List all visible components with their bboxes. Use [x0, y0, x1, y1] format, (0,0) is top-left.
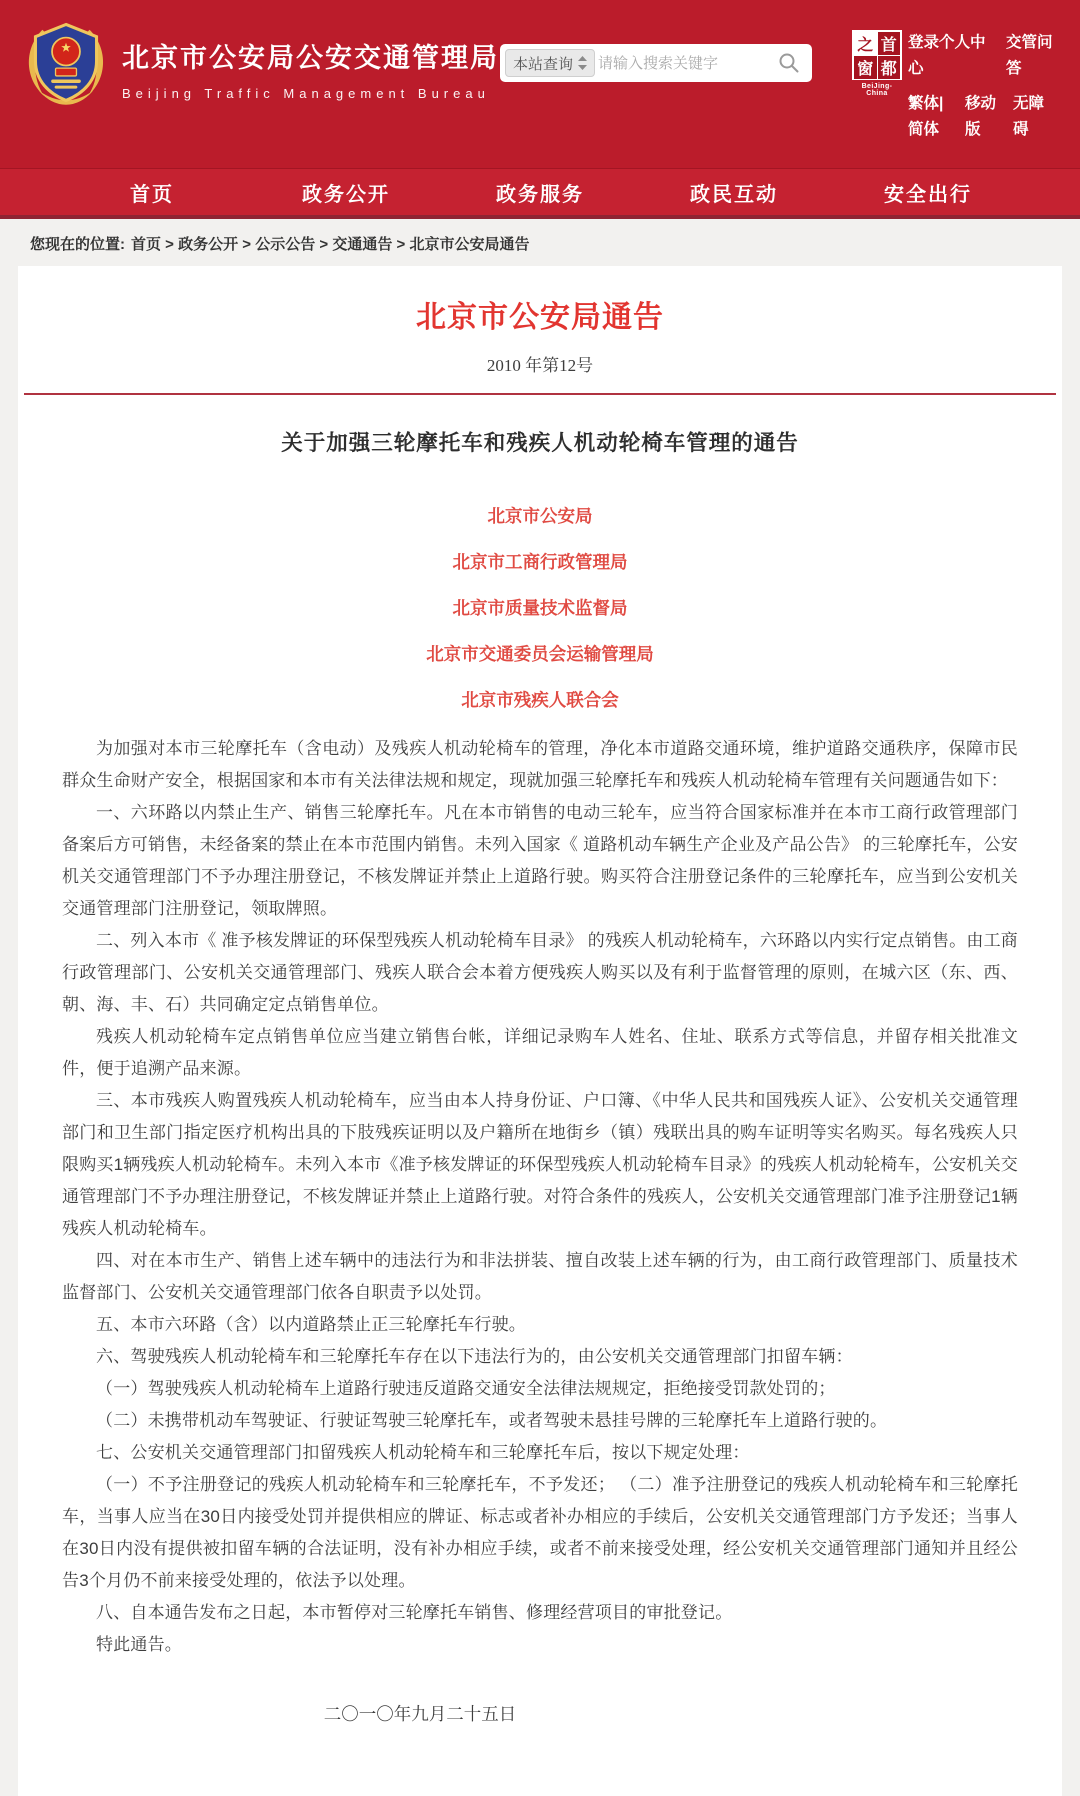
issuer-list [62, 503, 1018, 712]
notice-document [18, 266, 1062, 1796]
site-title: 北京市公安局公安交通管理局 [122, 43, 499, 73]
breadcrumb-item[interactable]: 首页 [131, 236, 162, 253]
capital-window-seal-icon [852, 30, 902, 80]
issuer-line: 北京市质量技术监督局 [452, 598, 628, 618]
title-divider [24, 393, 1056, 395]
search-input[interactable] [598, 55, 778, 72]
document-title: 关于加强三轮摩托车和残疾人机动轮椅车管理的通告 [281, 431, 799, 455]
notice-paragraph: 三、本市残疾人购置残疾人机动轮椅车，应当由本人持身份证、户口簿、《中华人民共和国残疾人证》、公安机关交通管理部门和卫生部门指定医疗机构出具的下肢残疾证明以及户籍所在地街乡（镇）残联出具的购车证明等实名购买。每名残疾人只限购买1辆残疾人机动轮椅车。未列入本市《准予核发牌证的环保型残疾人机动轮椅车目录》的残疾人机动轮椅车，公安机关交通管理部门不予办理注册登记，不核发牌证并禁止上道路行驶。对符合条件的残疾人，公安机关交通管理部门准予注册登记1辆残疾人机动轮椅车。 [62, 1091, 1018, 1238]
nav-item[interactable]: 政务公开 [302, 183, 390, 206]
breadcrumb [0, 219, 1080, 266]
issuer-line: 北京市公安局 [487, 506, 593, 526]
notice-paragraph: 残疾人机动轮椅车定点销售单位应当建立销售台帐，详细记录购车人姓名、住址、联系方式等信息，并留存相关批准文件，便于追溯产品来源。 [62, 1027, 1018, 1078]
issuer-line: 北京市交通委员会运输管理局 [426, 644, 654, 664]
select-spinner-icon [578, 56, 587, 70]
cw-char: 首 [878, 32, 901, 55]
notice-paragraph: （一）不予注册登记的残疾人机动轮椅车和三轮摩托车，不予发还； （二）准予注册登记的残疾人机动轮椅车和三轮摩托车，当事人应当在30日内接受处罚并提供相应的牌证、标志或者补办相应的手续后，公安机关交通管理部门方予发还；当事人在30日内没有提供被扣留车辆的合法证明，没有补办相应手续，或者不前来接受处理，经公安机关交通管理部门通知并且经公告3个月仍不前来接受处理的，依法予以处理。 [62, 1475, 1018, 1590]
site-search [500, 44, 812, 82]
breadcrumb-item[interactable]: > 政务公开 [161, 236, 238, 253]
notice-body [62, 733, 1018, 1661]
nav-item[interactable]: 政务服务 [496, 183, 584, 206]
link-traditional-simplified[interactable]: 繁体|简体 [908, 95, 944, 138]
breadcrumb-path [131, 236, 530, 253]
notice-paragraph: 特此通告。 [96, 1635, 182, 1654]
cw-char: 都 [878, 56, 901, 79]
notice-date: 二〇一〇年九月二十五日 [323, 1704, 517, 1724]
notice-paragraph: 六、驾驶残疾人机动轮椅车和三轮摩托车存在以下违法行为的，由公安机关交通管理部门扣留车辆： [96, 1347, 853, 1366]
search-icon[interactable] [778, 52, 800, 74]
breadcrumb-item[interactable]: > 交通通告 [315, 236, 392, 253]
main-nav [0, 168, 1080, 219]
breadcrumb-item[interactable]: > 北京市公安局通告 [392, 236, 529, 253]
nav-item[interactable]: 政民互动 [690, 183, 778, 206]
site-header [0, 0, 1080, 168]
notice-title: 北京市公安局通告 [416, 301, 664, 334]
cw-char: 之 [854, 32, 877, 55]
header-links [908, 30, 1076, 143]
notice-paragraph: 五、本市六环路（含）以内道路禁止正三轮摩托车行驶。 [96, 1315, 526, 1334]
site-subtitle: Beijing Traffic Management Bureau [122, 86, 490, 101]
nav-item[interactable]: 首页 [130, 183, 174, 206]
notice-paragraph: 一、六环路以内禁止生产、销售三轮摩托车。凡在本市销售的电动三轮车，应当符合国家标准并在本市工商行政管理部门备案后方可销售，未经备案的禁止在本市范围内销售。未列入国家《 道路机动车辆生产企业及产品公告》 的三轮摩托车，公安机关交通管理部门不予办理注册登记，不核发牌证并禁止上道路行驶。购买符合注册登记条件的三轮摩托车，应当到公安机关交通管理部门注册登记，领取牌照。 [62, 803, 1018, 918]
site-identity [122, 36, 499, 101]
notice-issue-number: 2010 年第12号 [486, 356, 594, 375]
issuer-line: 北京市残疾人联合会 [461, 690, 619, 710]
notice-paragraph: 四、对在本市生产、销售上述车辆中的违法行为和非法拼装、擅自改装上述车辆的行为，由工商行政管理部门、质量技术监督部门、公安机关交通管理部门依各自职责予以处罚。 [62, 1251, 1018, 1302]
nav-item[interactable]: 安全出行 [884, 183, 972, 206]
notice-paragraph: 七、公安机关交通管理部门扣留残疾人机动轮椅车和三轮摩托车后，按以下规定处理： [96, 1443, 750, 1462]
notice-paragraph: （一）驾驶残疾人机动轮椅车上道路行驶违反道路交通安全法律法规规定，拒绝接受罚款处罚的； [96, 1379, 836, 1398]
notice-paragraph: （二）未携带机动车驾驶证、行驶证驾驶三轮摩托车，或者驾驶未悬挂号牌的三轮摩托车上道路行驶的。 [96, 1411, 888, 1430]
link-accessibility[interactable]: 无障碍 [1013, 95, 1045, 138]
police-badge-icon [18, 12, 114, 112]
notice-paragraph: 为加强对本市三轮摩托车（含电动）及残疾人机动轮椅车的管理，净化本市道路交通环境，维护道路交通秩序，保障市民群众生命财产安全，根据国家和本市有关法律法规和规定，现就加强三轮摩托车和残疾人机动轮椅车管理有关问题通告如下： [62, 739, 1018, 790]
notice-paragraph: 八、自本通告发布之日起，本市暂停对三轮摩托车销售、修理经营项目的审批登记。 [96, 1603, 733, 1622]
issuer-line: 北京市工商行政管理局 [452, 552, 628, 572]
link-traffic-qa[interactable]: 交管问答 [1006, 34, 1053, 77]
notice-paragraph: 二、列入本市《 准予核发牌证的环保型残疾人机动轮椅车目录》 的残疾人机动轮椅车，六环路以内实行定点销售。由工商行政管理部门、公安机关交通管理部门、残疾人联合会本着方便残疾人购买以及有利于监督管理的原则，在城六区（东、西、朝、海、丰、石）共同确定定点销售单位。 [62, 931, 1018, 1014]
cw-char: 窗 [854, 56, 877, 79]
search-scope-label: 本站查询 [513, 55, 574, 73]
link-login-personal-center[interactable]: 登录个人中心 [908, 34, 986, 77]
capital-window-caption: BeiJing-China [861, 83, 893, 97]
capital-window-logo[interactable] [851, 30, 903, 97]
breadcrumb-item[interactable]: > 公示公告 [238, 236, 315, 253]
breadcrumb-label: 您现在的位置: [30, 236, 125, 253]
search-scope-select[interactable] [505, 49, 595, 77]
link-mobile-version[interactable]: 移动版 [965, 95, 997, 138]
